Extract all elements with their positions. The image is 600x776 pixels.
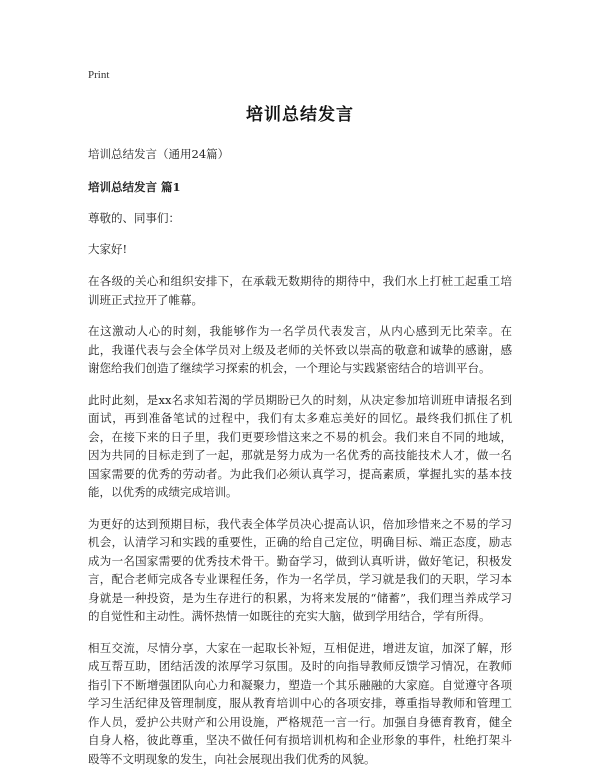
paragraph-3: 此时此刻，是xx名求知若渴的学员期盼已久的时刻，从决定参加培训班申请报名到面试，再到准备笔试的过程中，我们有太多难忘美好的回忆。最终我们抓住了机会，在接下来的日子里，我们更要珍惜这来之不易的机会。我们来自不同的地域，因为共同的目标走到了一起，那就是努力成为一名优秀的高技能技术人才，做一名国家需要的优秀的劳动者。为此我们必须认真学习，提高素质，掌握扎实的基本技能，以优秀的成绩完成培训。 [88, 392, 512, 499]
paragraph-2: 在这激动人心的时刻，我能够作为一名学员代表发言，从内心感到无比荣幸。在此，我谨代表与会全体学员对上级及老师的关怀致以崇高的敬意和诚挚的感谢，感谢您给我们创造了继续学习探索的机会，一个理论与实践紧密结合的培训平台。 [88, 324, 512, 375]
paragraph-5: 相互交流，尽情分享，大家在一起取长补短，互相促进，增进友谊，加深了解，形成互帮互助，团结活泼的浓厚学习氛围。及时的向指导教师反馈学习情况，在教师指引下不断增强团队向心力和凝聚力，塑造一个其乐融融的大家庭。自觉遵守各项学习生活纪律及管理制度，服从教育培训中心的各项安排，尊重指导教师和管理工作人员，爱护公共财产和公用设施，严格规范一言一行。加强自身德育教育，健全自身人格，彼此尊重，坚决不做任何有损培训机构和企业形象的事件，杜绝打架斗殴等不文明现象的发生，向社会展现出我们优秀的风貌。 [88, 640, 512, 766]
greeting: 大家好! [88, 242, 128, 256]
document-title: 培训总结发言 [246, 105, 354, 125]
section-heading: 培训总结发言 篇1 [88, 180, 181, 194]
salutation: 尊敬的、同事们： [88, 211, 180, 225]
document-subtitle: 培训总结发言（通用24篇） [88, 147, 230, 161]
print-label: Print [88, 69, 110, 81]
paragraph-4: 为更好的达到预期目标，我代表全体学员决心提高认识，倍加珍惜来之不易的学习机会，认清学习和实践的重要性，正确的给自己定位，明确目标、端正态度，励志成为一名国家需要的优秀技术骨干。勤奋学习，做到认真听讲，做好笔记，积极发言，配合老师完成各专业课程任务，作为一名学员，学习就是我们的天职，学习本身就是一种投资，是为生存进行的积累，为将来发展的“储蓄”，我们理当养成学习的自觉性和主动性。满怀热情一如既往的充实大脑，做到学用结合，学有所得。 [88, 516, 512, 623]
paragraph-1: 在各级的关心和组织安排下，在承载无数期待的期待中，我们水上打桩工起重工培训班正式拉开了帷幕。 [88, 274, 512, 307]
